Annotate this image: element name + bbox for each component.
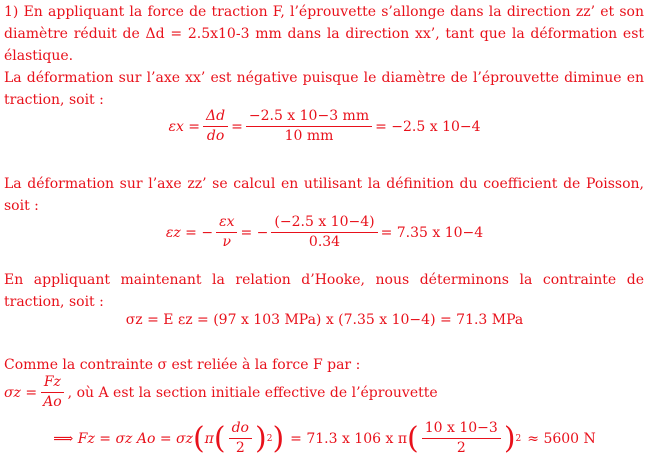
eq4-f2-den: 2	[456, 440, 466, 456]
eq4-fraction-1	[229, 420, 252, 457]
eq1-lhs: εx =	[168, 118, 201, 135]
equation-sigma-z	[0, 312, 649, 328]
eq1-f2-den: 10 mm	[284, 128, 334, 144]
eq-sigma-lhs: σz =	[4, 384, 38, 401]
eq1-fraction-2	[246, 108, 372, 145]
eq2-f2-num: (−2.5 x 10−4)	[271, 214, 377, 233]
eq1-f2-num: −2.5 x 10−3 mm	[246, 108, 372, 127]
eq2-fraction-2	[271, 214, 377, 251]
eq-sigma-num: Fz	[41, 374, 64, 393]
eq2-mid: = −	[240, 224, 269, 241]
equation-force	[0, 420, 649, 457]
eq4-open-paren-2: (	[407, 420, 419, 456]
paragraph-force-relation: Comme la contrainte σ est reliée à la force F par :	[4, 357, 361, 373]
eq1-rhs: = −2.5 x 10−4	[375, 118, 481, 135]
paragraph-hooke: En appliquant maintenant la relation d’Hooke, nous déterminons la contrainte de traction, soit :	[4, 272, 644, 310]
eq4-pi: π	[204, 430, 214, 447]
paragraph-intro: 1) En appliquant la force de traction F, l’éprouvette s’allonge dans la direction zz’ et son diamètre réduit de Δd = 2.5x10-3 mm dans la direction xx’, tant que la déformation est élastique.	[4, 4, 644, 64]
eq4-f1-num: do	[229, 420, 252, 439]
eq4-square: 2	[266, 433, 273, 444]
eq4-fraction-2	[422, 420, 501, 457]
eq4-close-paren-inner: )	[254, 420, 267, 456]
equation-epsilon-z	[0, 214, 649, 251]
paragraph-section	[4, 374, 644, 411]
eq1-fraction-1	[203, 108, 228, 145]
eq2-rhs: = 7.35 x 10−4	[380, 224, 484, 241]
eq2-fraction-1	[216, 214, 237, 251]
eq2-f1-num: εx	[216, 214, 237, 233]
eq4-open-paren-inner: (	[213, 420, 226, 456]
eq1-f1-num: Δd	[203, 108, 228, 127]
eq4-open-paren: (	[192, 420, 205, 456]
eq4-lhs: ⟹ Fz = σz Ao = σz	[53, 430, 193, 447]
eq2-lhs: εz = −	[165, 224, 214, 241]
paragraph-zz-strain: La déformation sur l’axe zz’ se calcul en utilisant la définition du coefficient de Poisson, soit :	[4, 176, 644, 214]
eq4-mid: = 71.3 x 106 x π	[290, 430, 408, 447]
eq4-close-paren: )	[272, 420, 285, 456]
eq4-f2-num: 10 x 10−3	[422, 420, 501, 439]
eq4-square-2: 2	[515, 433, 522, 444]
eq4-close-paren-2: )	[503, 420, 516, 456]
equation-epsilon-x	[0, 108, 649, 145]
section-text: , où A est la section initiale effective de l’éprouvette	[67, 384, 438, 401]
eq4-rhs: ≈ 5600 N	[527, 430, 596, 447]
eq-sigma-fraction	[40, 374, 65, 411]
eq2-f2-den: 0.34	[308, 234, 341, 250]
eq3-expression: σz = E εz = (97 x 103 MPa) x (7.35 x 10−4) = 71.3 MPa	[125, 312, 524, 328]
eq1-f1-den: do	[206, 128, 225, 144]
eq4-f1-den: 2	[235, 440, 245, 456]
eq1-equals: =	[231, 118, 243, 135]
paragraph-xx-strain: La déformation sur l’axe xx’ est négative puisque le diamètre de l’éprouvette diminue en traction, soit :	[4, 70, 644, 108]
eq-sigma-den: Ao	[43, 394, 62, 410]
eq2-f1-den: ν	[222, 234, 232, 250]
